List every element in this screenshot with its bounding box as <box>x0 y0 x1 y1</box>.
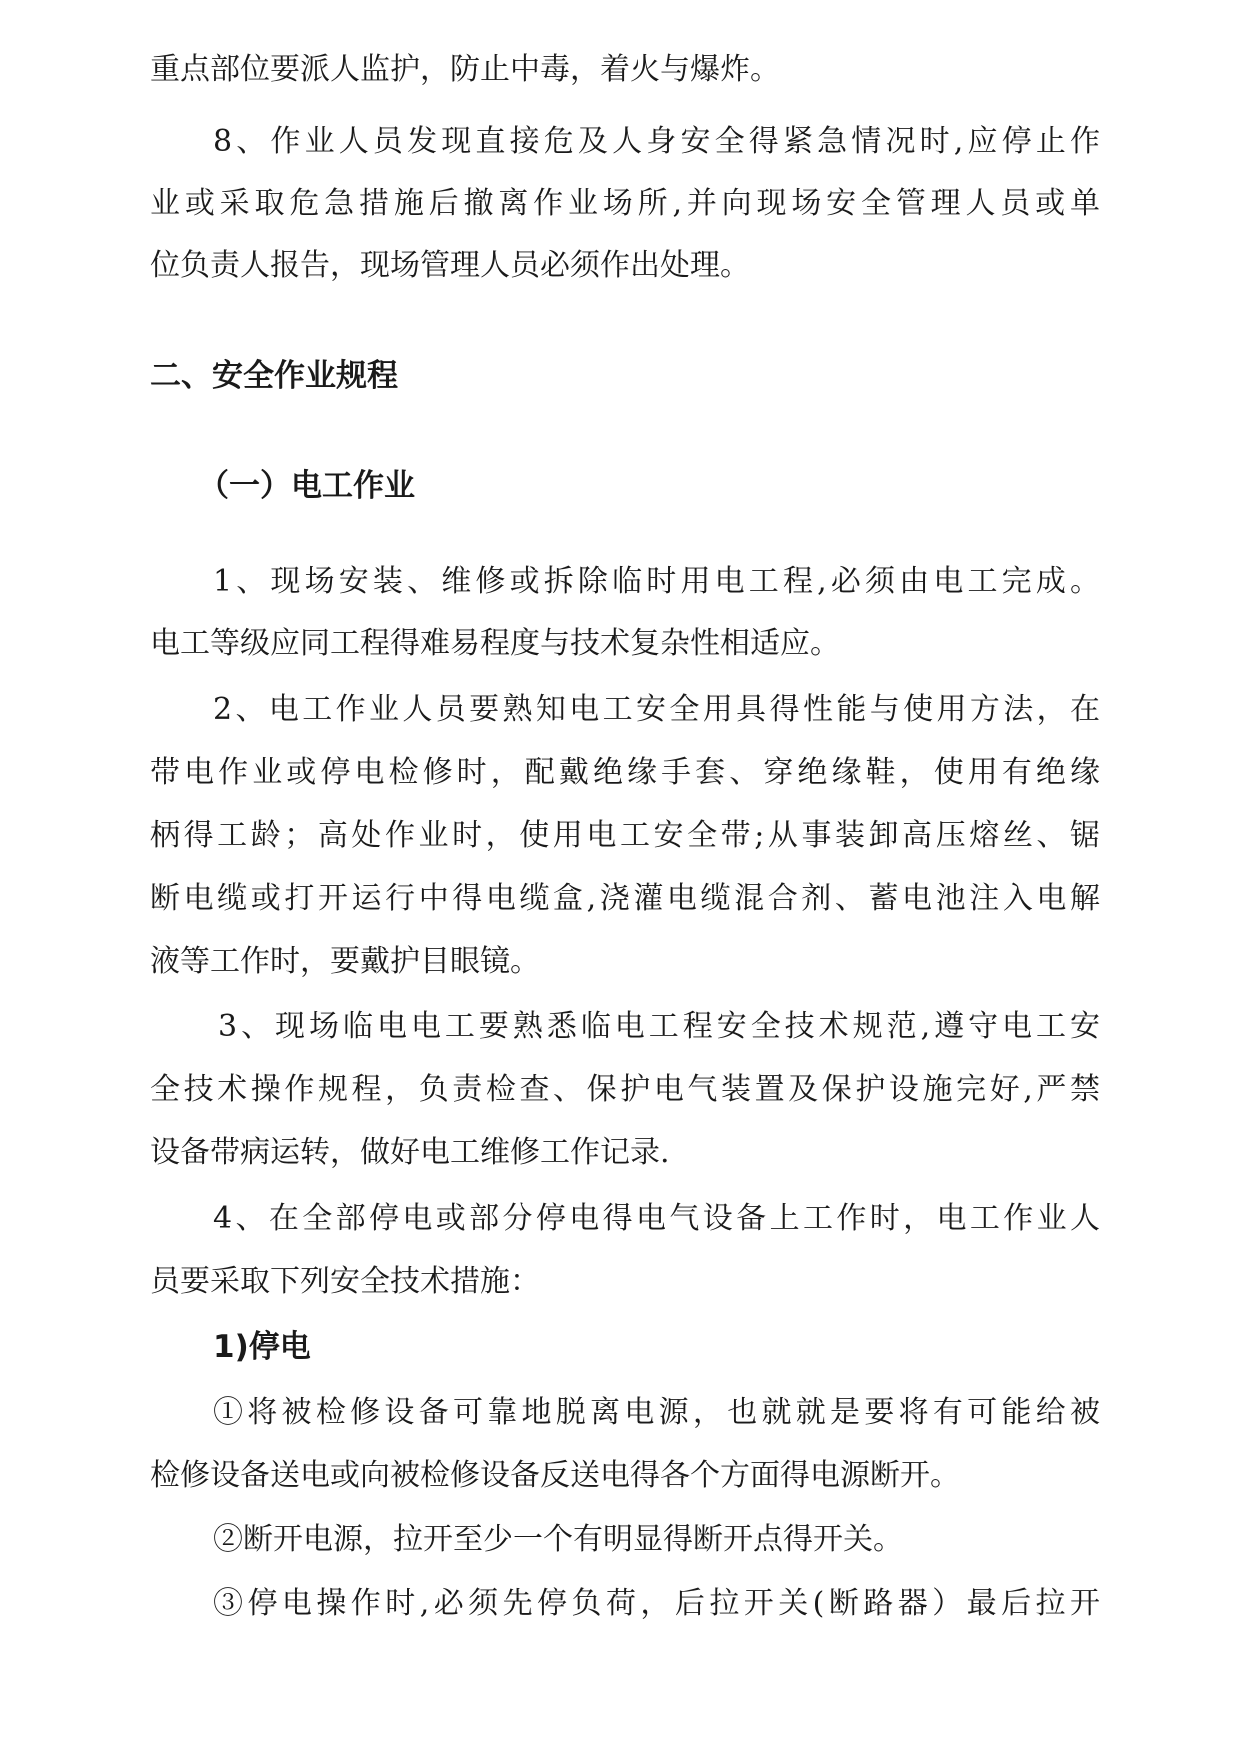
step1-line2: 检修设备送电或向被检修设备反送电得各个方面得电源断开。 <box>150 1458 960 1493</box>
step3-line1: ③停电操作时,必须先停负荷，后拉开关(断路器）最后拉开 <box>213 1586 1100 1621</box>
item2-line3: 柄得工龄；高处作业时，使用电工安全带;从事装卸高压熔丝、锯 <box>150 818 1100 853</box>
item2-line2: 带电作业或停电检修时，配戴绝缘手套、穿绝缘鞋，使用有绝缘 <box>150 755 1100 790</box>
item2-line4: 断电缆或打开运行中得电缆盒,浇灌电缆混合剂、蓄电池注入电解 <box>150 881 1100 916</box>
item4-line1: 4、在全部停电或部分停电得电气设备上工作时，电工作业人 <box>213 1201 1100 1236</box>
item3-line1: 3、现场临电电工要熟悉临电工程安全技术规范,遵守电工安 <box>218 1009 1100 1044</box>
item1-line1: 1、现场安装、维修或拆除临时用电工程,必须由电工完成。 <box>213 564 1100 599</box>
item3-line2: 全技术操作规程，负责检查、保护电气装置及保护设施完好,严禁 <box>150 1072 1100 1107</box>
item8-line3: 位负责人报告，现场管理人员必须作出处理。 <box>150 248 750 283</box>
item8-line2: 业或采取危急措施后撤离作业场所,并向现场安全管理人员或单 <box>150 186 1100 221</box>
step1-line1: ①将被检修设备可靠地脱离电源，也就就是要将有可能给被 <box>213 1395 1100 1430</box>
item2-line1: 2、电工作业人员要熟知电工安全用具得性能与使用方法，在 <box>213 692 1100 727</box>
measure1-heading: 1)停电 <box>213 1329 311 1365</box>
step2-line1: ②断开电源，拉开至少一个有明显得断开点得开关。 <box>213 1522 903 1557</box>
item8-line1: 8、作业人员发现直接危及人身安全得紧急情况时,应停止作 <box>213 124 1100 159</box>
item2-line5: 液等工作时，要戴护目眼镜。 <box>150 944 540 979</box>
subsection-heading: （一）电工作业 <box>198 468 415 504</box>
item3-line3: 设备带病运转，做好电工维修工作记录. <box>150 1135 670 1170</box>
item4-line2: 员要采取下列安全技术措施： <box>150 1264 540 1299</box>
section-heading: 二、安全作业规程 <box>150 358 398 394</box>
item1-line2: 电工等级应同工程得难易程度与技术复杂性相适应。 <box>150 626 840 661</box>
continuation-line: 重点部位要派人监护，防止中毒，着火与爆炸。 <box>150 52 780 87</box>
